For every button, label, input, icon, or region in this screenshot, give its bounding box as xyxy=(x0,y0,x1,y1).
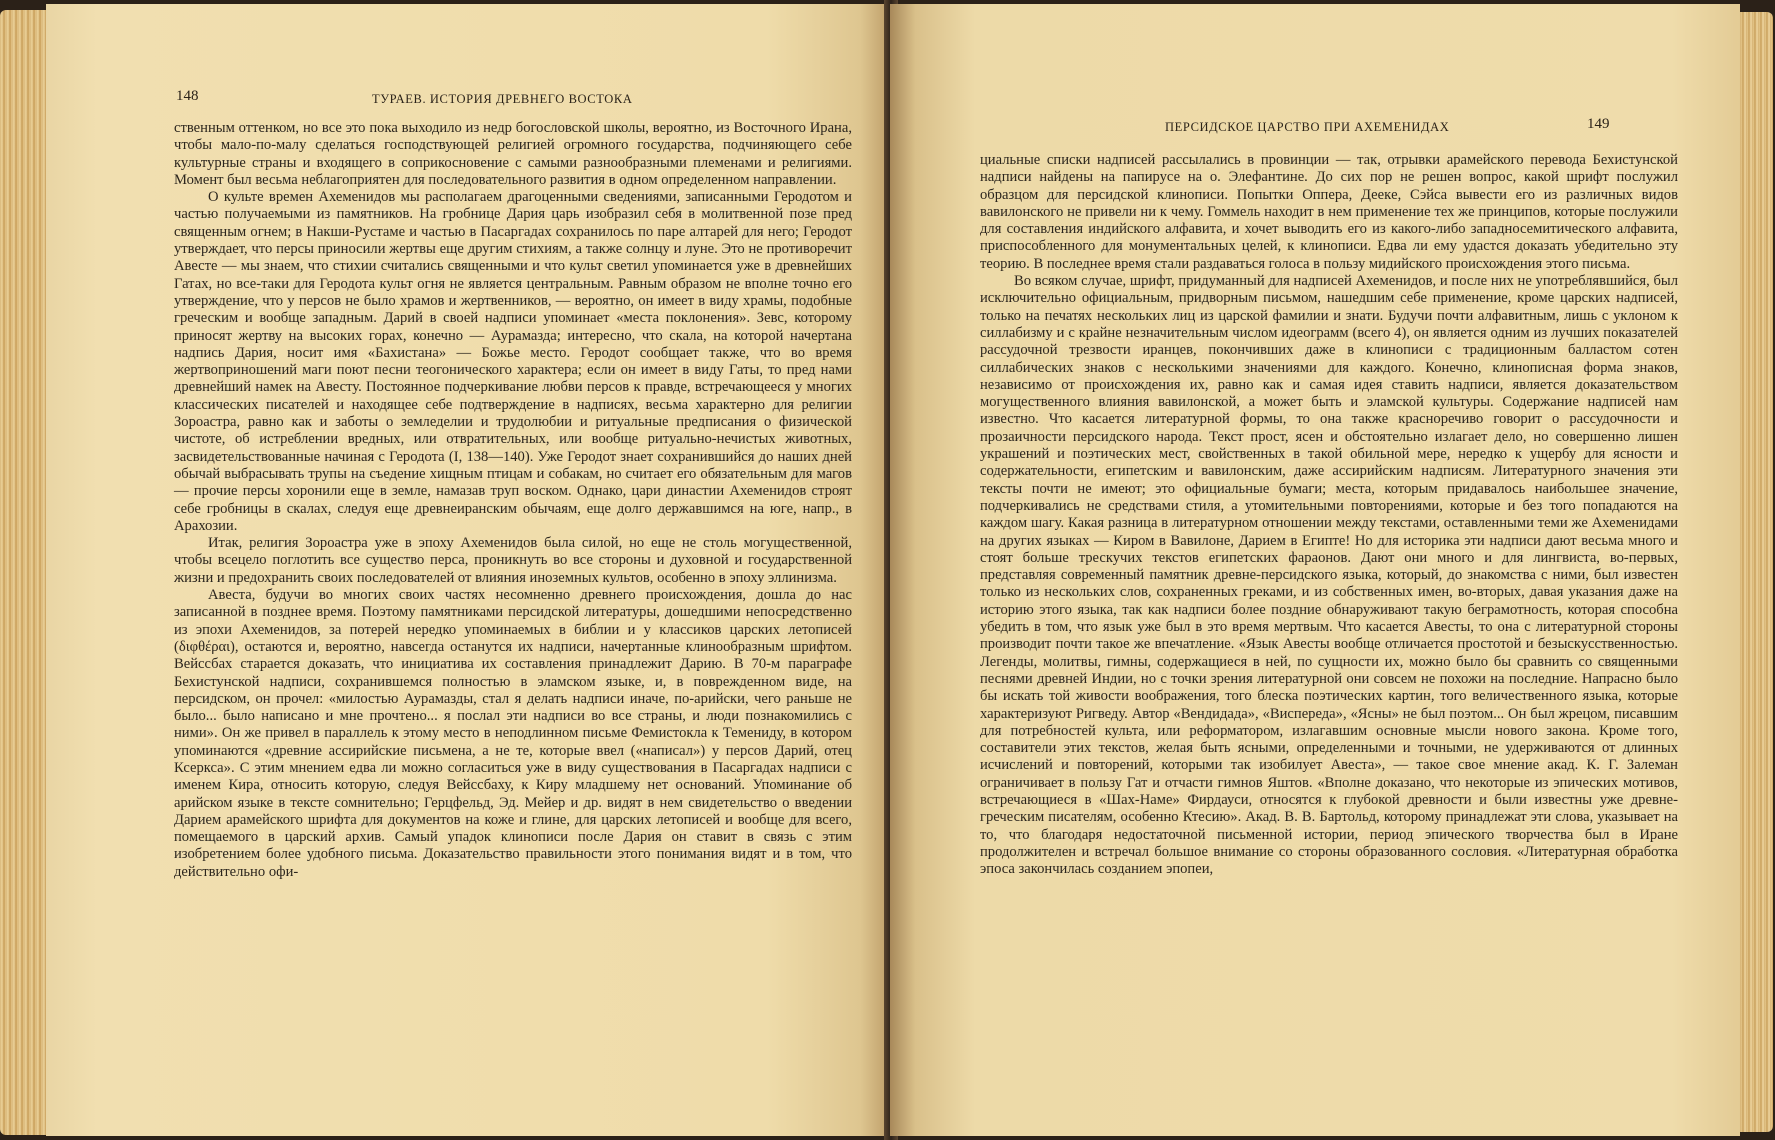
left-paragraph-2: О культе времен Ахеменидов мы располагаем драгоценными сведениями, записанными Геродотом и частью получаемыми из памятников. На гробнице Дария царь изобразил себя в молитвенной позе пред священным огнем; в Накши-Рустаме и частью в Пасаргадах сохранилось по паре алтарей для него; Геродот утверждает, что персы приносили жертвы еще другим стихиям, а также солнцу и луне. Это не противоречит Авесте — мы знаем, что стихии считались священными и что культ светил упоминается уже в древнейших Гатах, но все-таки для Геродота культ огня не является центральным. Равным образом не вполне точно его утверждение, что у персов не было храмов и жертвенников, — вероятно, он имеет в виду храмы, подобные греческим и вообще западным. Дарий в своей надписи упоминает «места поклонения». Зевс, которому приносят жертву на высоких горах, конечно — Аурамазда; интересно, что скала, на которой начертана надпись Дария, носит имя «Бахистана» — Божье место. Геродот сообщает также, что во время жертвоприношений маги поют песни теогонического характера; если он имеет в виду Гаты, то пред нами древнейший намек на Авесту. Постоянное подчеркивание любви персов к правде, встречающееся у многих классических писателей и находящее себе подтверждение в надписях, весьма характерно для религии Зороастра, равно как и заботы о земледелии и трудолюбии и ритуальные предписания о физической чистоте, об истреблении вредных, или отвратительных, или вообще ритуально-нечистых животных, засвидетельствованные начиная с Геродота (I, 138—140). Уже Геродот знает сохранившийся до наших дней обычай выбрасывать трупы на съедение хищным птицам и собакам, но считает его обязательным для магов — прочие персы хоронили еще в земле, намазав труп воском. Однако, цари династии Ахеменидов строят себе гробницы в скалах, следуя еще древнеиранским обычаям, еще долго державшимся на юге, напр., в Арахозии. xyxy=(174,189,852,534)
right-running-head: ПЕРСИДСКОЕ ЦАРСТВО ПРИ АХЕМЕНИДАХ xyxy=(1165,120,1450,134)
left-page-number: 148 xyxy=(176,88,199,104)
left-paragraph-1: ственным оттенком, но все это пока выходило из недр богословской школы, вероятно, из Восточного Ирана, чтобы мало-по-малу сделаться господствующей религией огромного государства, подчиняющего себе культурные страны и входящего в соприкосновение с самыми разнообразными племенами и религиями. Момент был весьма неблагоприятен для последовательного развития в одном определенном направлении. xyxy=(174,120,852,188)
right-page-number: 149 xyxy=(1587,116,1610,132)
right-page-body xyxy=(980,152,1678,878)
right-paragraph-1: циальные списки надписей рассылались в провинции — так, отрывки арамейского перевода Бехистунской надписи найдены на папирусе на о. Элефантине. До сих пор не решен вопрос, какой шрифт послужил образцом для персидской клинописи. Попытки Оппера, Деекe, Сэйса вывести его из различных видов вавилонского не привели ни к чему. Гоммель находит в нем применение тех же принципов, которые послужили для составления индийского алфавита, и хочет выводить его из какого-либо западносемитического алфавита, приспособленного для монументальных целей, к клинописи. Едва ли ему удастся доказать убедительно эту теорию. В последнее время стали раздаваться голоса в пользу мидийского происхождения этого письма. xyxy=(980,152,1678,272)
right-page xyxy=(890,4,1740,1136)
left-page-body xyxy=(174,120,852,881)
page-stack-right xyxy=(1735,12,1773,1132)
left-paragraph-4: Авеста, будучи во многих своих частях несомненно древнего происхождения, дошла до нас записанной в позднее время. Поэтому памятниками персидской литературы, дошедшими непосредственно из эпохи Ахеменидов, за потерей нередко упоминаемых в библии и у классиков царских летописей (διφθέραι), остаются и, вероятно, навсегда останутся их надписи, начертанные клинообразным шрифтом. Вейссбах старается доказать, что инициатива их составления принадлежит Дарию. В 70-м параграфе Бехистунской надписи, сохранившемся полностью в эламском языке, и, в поврежденном виде, на персидском, он прочел: «милостью Аурамазды, стал я делать надписи иначе, по-арийски, чего раньше не было... было написано и мне прочтено... я послал эти надписи во все страны, и люди познакомились с ними». Он же привел в параллель к этому место в неподлинном письме Фемистокла к Темениду, в котором упоминаются «древние ассирийские письмена, а не те, которые ввел («написал») у персов Дарий, отец Ксеркса». С этим мнением едва ли можно согласиться уже в виду существования в Пасаргадах надписи с именем Кира, относить которую, следуя Вейссбаху, к Киру младшему нет оснований. Упоминание об арийском языке в тексте сомнительно; Герцфельд, Эд. Мейер и др. видят в нем свидетельство о введении Дарием арамейского шрифта для документов на коже и глине, для царских летописей и вообще для всего, помещаемого в царский архив. Самый упадок клинописи после Дария он ставит в связь с этим изобретением более удобного письма. Доказательство правильности этого понимания видят и в том, что действительно офи- xyxy=(174,587,852,880)
left-page xyxy=(46,4,894,1136)
left-running-head: ТУРАЕВ. ИСТОРИЯ ДРЕВНЕГО ВОСТОКА xyxy=(372,92,633,106)
left-paragraph-3: Итак, религия Зороастра уже в эпоху Ахеменидов была силой, но еще не столь могущественной, чтобы всецело поглотить все существо перса, проникнуть во все стороны и духовной и государственной жизни и предохранить своих последователей от влияния иноземных культов, особенно в эпоху эллинизма. xyxy=(174,535,852,586)
right-paragraph-2: Во всяком случае, шрифт, придуманный для надписей Ахеменидов, и после них не употреблявшийся, был исключительно официальным, придворным письмом, нашедшим себе применение, кроме царских надписей, только на печатях нескольких лиц из царской фамилии и знати. Будучи почти алфавитным, лишь с уклоном к силлабизму и с крайне незначительным числом идеограмм (всего 4), он является одним из лучших показателей рассудочной трезвости иранцев, покончивших даже в клинописи с традиционным балластом сотен силлабических знаков с несколькими значениями для каждого. Конечно, клинописная форма знаков, независимо от происхождения их, равно как и самая идея ставить надписи, является доказательством могущественного влияния вавилонской, а может быть и эламской культуры. Содержание надписей нам известно. Что касается литературной формы, то она также красноречиво говорит о рассудочности и прозаичности персидского народа. Текст прост, ясен и обстоятельно излагает дело, но совершенно лишен украшений и поэтических мест, свойственных в такой обильной мере, нередко к ущербу для ясности и содержательности, египетским и вавилонским, даже ассирийским надписям. Литературного значения эти тексты почти не имеют; это официальные бумаги; места, которым придавалось наибольшее значение, подчеркивались не средствами стиля, а утомительными повторениями, которые и без того попадаются на каждом шагу. Какая разница в литературном отношении между текстами, оставленными теми же Ахеменидами на других языках — Киром в Вавилоне, Дарием в Египте! Но для историка эти надписи дают весьма много и стоят больше трескучих текстов египетских фараонов. Дают они много и для лингвиста, во-первых, представляя современный памятник древне-персидского языка, который, до знакомства с ними, был известен только из нескольких слов, сохраненных греками, и из собственных имен, во-вторых, давая указания даже на историю этого языка, так как надписи более поздние обнаруживают такую беграмотность, которая способна убедить в том, что язык уже был в это время мертвым. Что касается Авесты, то она с литературной стороны производит почти такое же впечатление. «Язык Авесты вообще отличается простотой и безыскусственностью. Легенды, молитвы, гимны, содержащиеся в ней, по сущности их, можно было бы сравнить со священными песнями древней Индии, но с точки зрения литературной они совсем не похожи на последние. Напрасно было бы искать той живости воображения, того блеска поэтических картин, того величественного языка, которые характеризуют Ригведу. Автор «Вендидада», «Виспереда», «Ясны» не был поэтом... Он был жрецом, писавшим для потребностей культа, или реформатором, излагавшим основные мысли нового закона. Кроме того, составители этих текстов, желая быть ясными, определенными и точными, не удерживаются от длинных исчислений и повторений, которыми так изобилует Авеста», — такое свое мнение акад. К. Г. Залеман ограничивает в пользу Гат и отчасти гимнов Яштов. «Вполне доказано, что некоторые из эпических мотивов, встречающиеся в «Шах-Наме» Фирдауси, относятся к глубокой древности и были известны уже древне-греческим писателям, особенно Ктесию». Акад. В. В. Бартольд, которому принадлежат эти слова, указывает на то, что благодаря недостаточной письменной истории, период эпического творчества был в Иране продолжителен и встречал большое внимание со стороны образованного сословия. «Литературная обработка эпоса закончилась созданием эпопеи, xyxy=(980,273,1678,878)
